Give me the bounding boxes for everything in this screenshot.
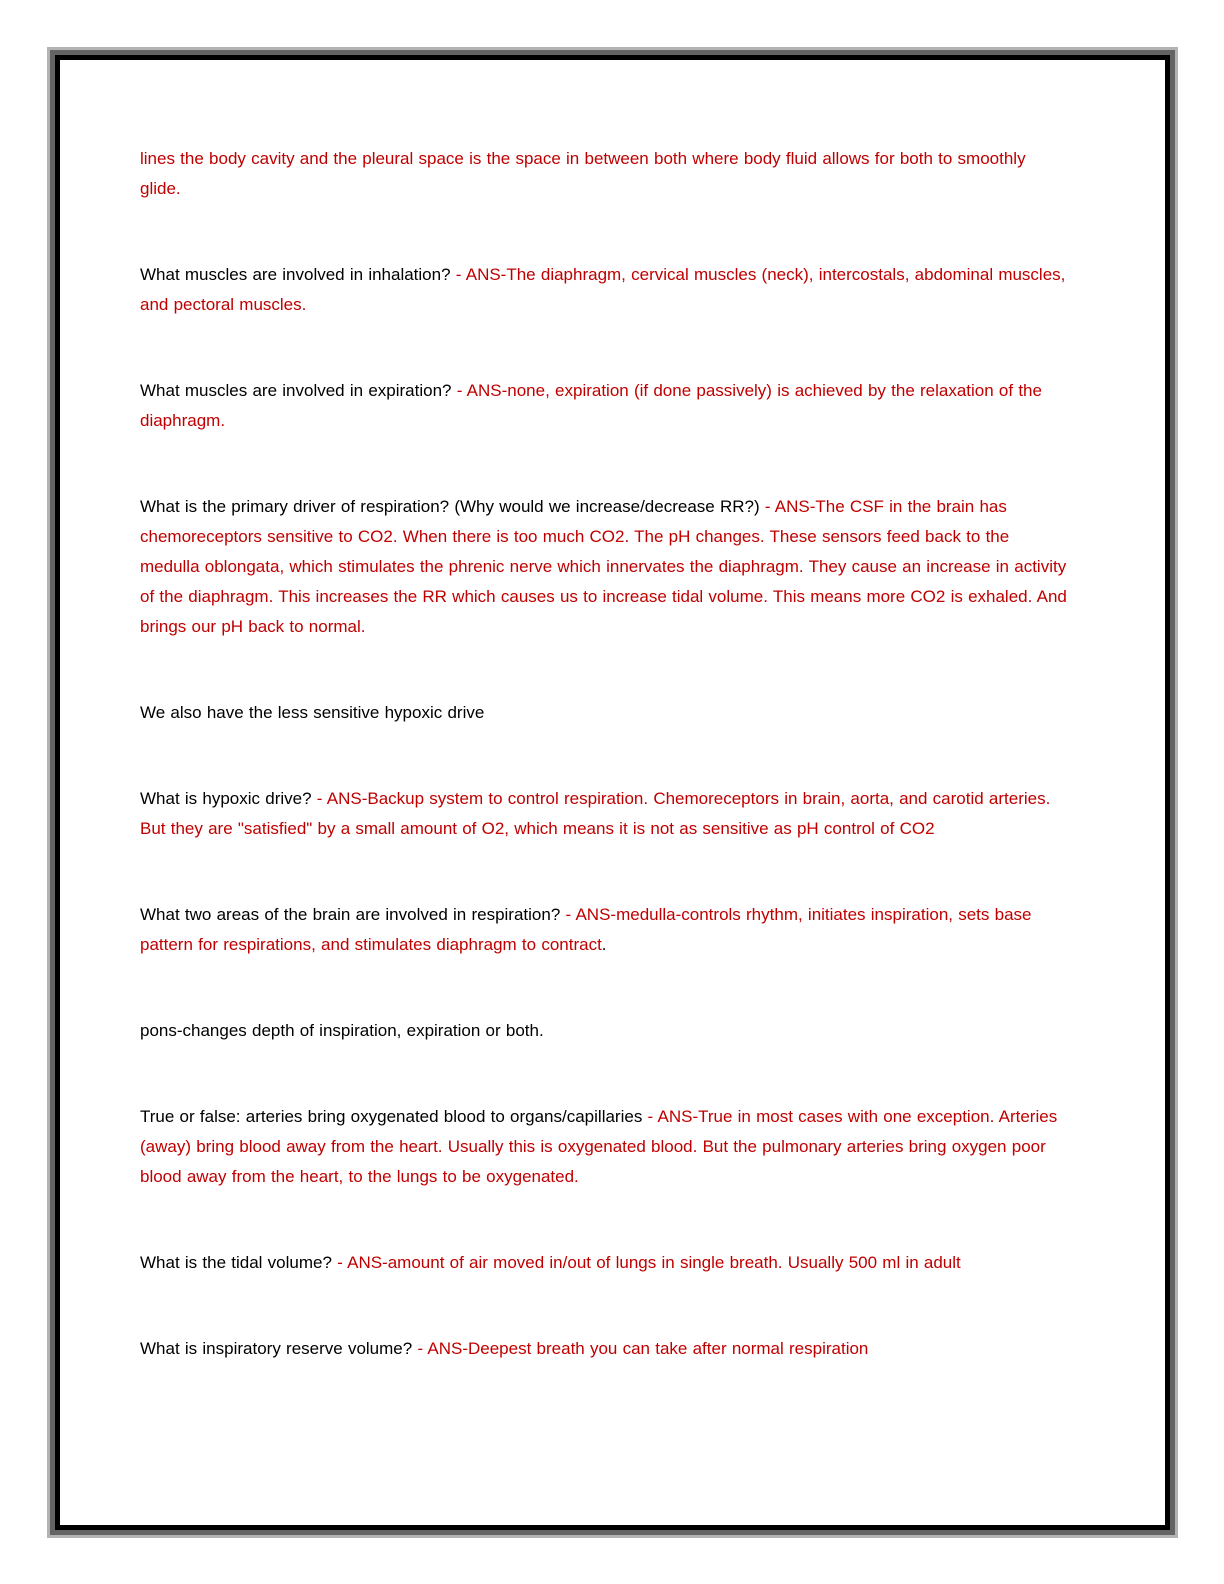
answer-text: - ANS-The diaphragm, cervical muscles (neck), intercostals, abdominal muscles, and pectoral muscles. — [140, 265, 1066, 314]
question-text: What muscles are involved in inhalation? — [140, 265, 456, 284]
question-text: What is the tidal volume? — [140, 1253, 338, 1272]
answer-text: - ANS-amount of air moved in/out of lungs in single breath. Usually 500 ml in adult — [337, 1253, 961, 1272]
answer-text: - ANS-Backup system to control respiration. Chemoreceptors in brain, aorta, and carotid arteries. But they are "satisfied" by a small amount of O2, which means it is not as sensitive as pH control of CO2 — [140, 789, 1051, 838]
page-border-frame — [55, 55, 1170, 1530]
answer-text: - ANS-Deepest breath you can take after normal respiration — [417, 1339, 869, 1358]
qa-paragraph — [140, 900, 1070, 960]
qa-paragraph — [140, 492, 1070, 642]
answer-text: - ANS-True in most cases with one exception. Arteries (away) bring blood away from the heart. Usually this is oxygenated blood. But the pulmonary arteries bring oxygen poor blood away from the heart, to the lungs to be oxygenated. — [140, 1107, 1058, 1186]
answer-text: - ANS-The CSF in the brain has chemoreceptors sensitive to CO2. When there is too much CO2. The pH changes. These sensors feed back to the medulla oblongata, which stimulates the phrenic nerve which innervates the diaphragm. They cause an increase in activity of the diaphragm. This increases the RR which causes us to increase tidal volume. This means more CO2 is exhaled. And brings our pH back to normal. — [140, 497, 1067, 636]
question-text: What is the primary driver of respiration? (Why would we increase/decrease RR?) — [140, 497, 765, 516]
qa-paragraph — [140, 376, 1070, 436]
question-text: What is hypoxic drive? — [140, 789, 317, 808]
qa-paragraph — [140, 144, 1070, 204]
answer-text: - ANS-none, expiration (if done passively) is achieved by the relaxation of the diaphragm. — [140, 381, 1042, 430]
document-content — [60, 60, 1165, 1525]
question-text: We also have the less sensitive hypoxic drive — [140, 703, 485, 722]
answer-text: - ANS-medulla-controls rhythm, initiates inspiration, sets base pattern for respirations, and stimulates diaphragm to contract — [140, 905, 1032, 954]
qa-paragraph — [140, 784, 1070, 844]
qa-paragraph — [140, 1102, 1070, 1192]
qa-paragraph — [140, 1248, 1070, 1278]
answer-text: lines the body cavity and the pleural space is the space in between both where body fluid allows for both to smoothly glide. — [140, 149, 1026, 198]
question-text: pons-changes depth of inspiration, expiration or both. — [140, 1021, 544, 1040]
qa-paragraph — [140, 1016, 1070, 1046]
question-text: True or false: arteries bring oxygenated blood to organs/capillaries — [140, 1107, 648, 1126]
question-text: What two areas of the brain are involved in respiration? — [140, 905, 566, 924]
question-text: What muscles are involved in expiration? — [140, 381, 457, 400]
qa-paragraph — [140, 260, 1070, 320]
question-text: What is inspiratory reserve volume? — [140, 1339, 418, 1358]
qa-paragraph — [140, 698, 1070, 728]
qa-paragraph — [140, 1334, 1070, 1364]
answer-tail-text: . — [601, 935, 607, 954]
